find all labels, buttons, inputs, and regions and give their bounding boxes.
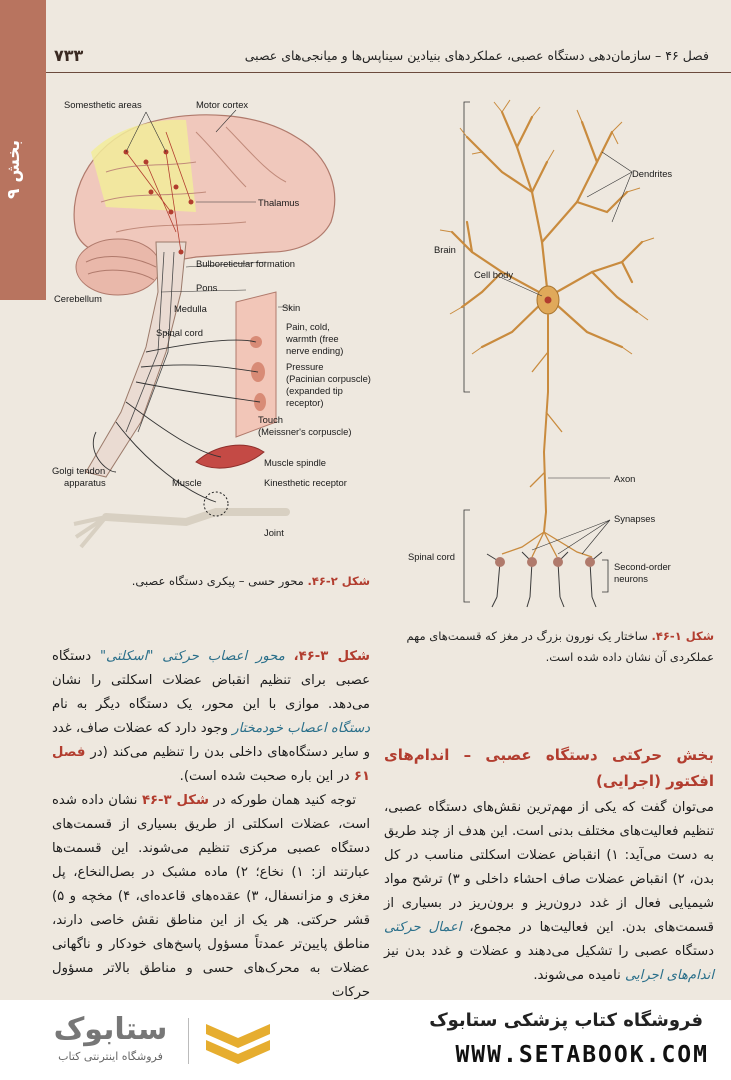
label-spinal-cord-right: Spinal cord: [408, 551, 455, 562]
page-number: ۷۳۳: [54, 46, 84, 65]
label-pain-3: nerve ending): [286, 345, 344, 356]
label-golgi-1: Golgi tendon: [52, 465, 106, 476]
figure-2-caption: [52, 574, 370, 588]
label-second-order-2: neurons: [614, 573, 648, 584]
paragraph-motor-axis: [52, 645, 370, 789]
label-cerebellum: Cerebellum: [54, 293, 102, 304]
section-side-tab: [0, 0, 46, 300]
muscle-shape: [196, 445, 264, 468]
paragraph-motor-section-b: دستگاه عصبی را تشکیل می‌دهند و عضلات و غدد بدن نیز: [384, 944, 714, 959]
label-pressure-3: (expanded tip: [286, 385, 343, 396]
label-medulla: Medulla: [174, 303, 207, 314]
term-effector-organs: اندام‌های اجرایی: [625, 968, 714, 983]
label-pain-1: Pain, cold,: [286, 321, 330, 332]
label-brain: Brain: [434, 244, 456, 255]
figure-1-caption-text: ساختار یک نورون بزرگ در مغز که قسمت‌های مهم عملکردی آن نشان داده شده است.: [406, 629, 714, 664]
figure-1-caption: [384, 626, 714, 668]
label-thalamus: Thalamus: [258, 197, 300, 208]
ref-figure-3-a: شکل ۳-۴۶،: [293, 649, 370, 664]
paragraph-skeletal-a: توجه کنید همان طورکه در: [213, 793, 356, 808]
paragraph-skeletal-control: [52, 789, 370, 1000]
arm-bones: [106, 512, 286, 522]
label-dendrites: Dendrites: [632, 168, 673, 179]
figure-2-caption-text: محور حسی – پیکری دستگاه عصبی.: [131, 574, 308, 588]
chapter-title: فصل ۴۶ – سازمان‌دهی دستگاه عصبی، عملکردهای بنیادین سیناپس‌ها و میانجی‌های عصبی: [244, 48, 709, 63]
paragraph-motor-section-c: نامیده می‌شوند.: [533, 968, 621, 983]
label-touch-1: Touch: [258, 414, 284, 425]
store-banner: [0, 1000, 731, 1080]
figure-2-caption-label: شکل ۲-۴۶.: [307, 574, 370, 588]
term-autonomic-system: دستگاه اعصاب خودمختار: [232, 721, 370, 736]
label-kinesthetic: Kinesthetic receptor: [264, 477, 347, 488]
paragraph-motor-axis-c: در این باره صحبت شده است).: [179, 769, 350, 784]
label-bulboreticular: Bulboreticular formation: [196, 258, 296, 269]
page-header: [46, 42, 731, 73]
label-motor-cortex: Motor cortex: [196, 99, 249, 110]
store-url[interactable]: WWW.SETABOOK.COM: [455, 1042, 709, 1068]
label-pressure-2: (Pacinian corpuscle): [286, 373, 371, 384]
section-tab-label: بخش ۹: [4, 140, 24, 199]
section-heading: بخش حرکتی دستگاه عصبی – اندام‌های افکتور (اجرایی): [384, 746, 714, 790]
label-pons: Pons: [196, 282, 218, 293]
logo-divider: [188, 1018, 189, 1064]
term-motor-functions: اعمال حرکتی: [384, 920, 462, 935]
left-column-text: [52, 645, 370, 1000]
label-muscle-spindle: Muscle spindle: [264, 457, 327, 468]
ref-figure-3-b: شکل ۳-۴۶: [141, 793, 209, 808]
label-somesthetic: Somesthetic areas: [64, 99, 142, 110]
label-cell-body: Cell body: [474, 269, 514, 280]
label-synapses: Synapses: [614, 513, 656, 524]
store-name: فروشگاه کتاب پزشکی ستابوک: [429, 1010, 703, 1031]
term-skeletal-motor-axis: محور اعصاب حرکتی "اسکلتی": [99, 649, 285, 664]
label-second-order-1: Second-order: [614, 561, 671, 572]
label-muscle: Muscle: [172, 477, 202, 488]
label-skin: Skin: [282, 302, 301, 313]
logo-subtext: فروشگاه اینترنتی کتاب: [58, 1050, 163, 1063]
paragraph-motor-section-a: می‌توان گفت که یکی از مهم‌ترین نقش‌های دستگاه عصبی، تنظیم فعالیت‌های مختلف بدنی است. این هدف از چند طریق به دست می‌آید: ۱) انقباض عضلات اسکلتی مناسب در کل بدن، ۲) انقباض عضلات صاف احشاء داخلی و ۳) ترشح مواد شیمیایی فعال از غدد درون‌ریز و برون‌ریز در بسیاری از قسمت‌های بدن. این فعالیت‌ها در مجموع،: [384, 800, 715, 935]
cerebellum-shape: [76, 239, 160, 295]
logo-text: ستابوک: [53, 1012, 168, 1047]
axon-shape: [544, 314, 548, 532]
label-spinal-cord: Spinal cord: [156, 327, 203, 338]
label-pain-2: warmth (free: [286, 333, 339, 344]
logo-chevron-icon: [198, 1012, 278, 1068]
paragraph-skeletal-b: نشان داده شده است، عضلات اسکلتی از طریق بسیاری از قسمت‌های دستگاه عصبی مرکزی تنظیم می‌شوند. این قسمت‌ها عبارتند از: ۱) نخاع؛ ۲) ماده مشبک در بصل‌النخاع، پل مغزی و مزانسفال، ۳) عقده‌های قاعده‌ای، ۴) مخچه و ۵) قشر حرکتی. هر یک از این مناطق نقش خاصی دارند، مناطق پایین‌تر عمدتاً مسؤول پاسخ‌های خودکار و ناگهانی عضلات به محرک‌های حسی و مناطق بالاتر مسؤول حرکات: [52, 793, 371, 1000]
label-pressure-4: receptor): [286, 397, 324, 408]
right-column-text: [384, 742, 714, 988]
label-axon: Axon: [614, 473, 636, 484]
figure-neuron: [382, 92, 722, 618]
label-golgi-2: apparatus: [64, 477, 106, 488]
figure-1-caption-label: شکل ۱-۴۶.: [651, 629, 714, 643]
logo-block[interactable]: [28, 1012, 278, 1070]
label-pressure-1: Pressure: [286, 361, 324, 372]
ref-chapter-61: فصل ۶۱: [52, 745, 370, 784]
label-touch-2: (Meissner's corpuscle): [258, 426, 352, 437]
paragraph-motor-axis-a: دستگاه عصبی برای تنظیم انقباض عضلات اسکلتی را نشان می‌دهد. موازی با این محور، یک دستگاه دیگر به نام: [52, 649, 370, 712]
paragraph-motor-axis-b: وجود دارد که عضلات صاف، غدد و سایر دستگاه‌های داخلی بدن را تنظیم می‌کند (در: [52, 721, 370, 760]
figure-sensory-axis: [46, 92, 380, 562]
paragraph-motor-section: [384, 796, 714, 988]
label-joint: Joint: [264, 527, 284, 538]
